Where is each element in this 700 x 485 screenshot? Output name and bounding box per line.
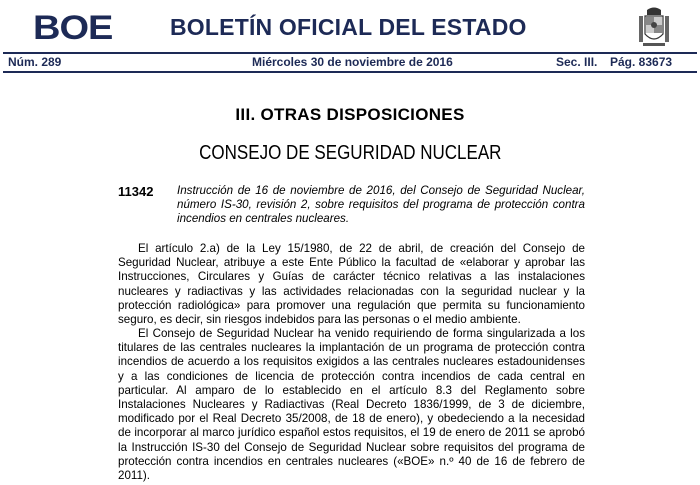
gazette-title: BOLETÍN OFICIAL DEL ESTADO [170, 14, 527, 40]
header-rule-top [3, 52, 697, 54]
coat-of-arms-icon [637, 6, 671, 50]
header-rule-bottom [3, 71, 697, 73]
section-title: III. OTRAS DISPOSICIONES [235, 105, 465, 124]
issue-date: Miércoles 30 de noviembre de 2016 [252, 55, 453, 69]
boe-logo-text: BOE [33, 9, 113, 47]
issue-number: Núm. 289 [8, 55, 62, 69]
body-paragraph: El Consejo de Seguridad Nuclear ha venido requiriendo de forma singularizada a los titulares de las centrales nucleares la implantación de un programa de protección contra incendios de acuerdo a los requisitos exigidos a las centrales nucleares estadounidenses y a las condiciones de licencia de protección contra incendios de cada central en particular. Al amparo de lo establecido en el artículo 8.3 del Reglamento sobre Instalaciones Nucleares y Radiactivas (Real Decreto 1836/1999, de 3 de diciembre, modificado por el Real Decreto 35/2008, de 18 de enero), y obedeciendo a la necesidad de incorporar al marco jurídico español estos requisitos, el 19 de enero de 2011 se aprobó la Instrucción IS-30 del Consejo de Seguridad Nuclear sobre requisitos del programa de protección contra incendios en centrales nucleares («BOE» n.º 40 de 16 de febrero de 2011). [118, 327, 585, 483]
body-paragraph: El artículo 2.a) de la Ley 15/1980, de 22 de abril, de creación del Consejo de Seguridad Nuclear, atribuye a este Ente Público la facultad de «elaborar y aprobar las Instrucciones, Circulares y Guías de carácter técnico relativas a las instalaciones nucleares y radiactivas y las actividades relacionadas con la seguridad nuclear y la protección radiológica» para promover una regulación que permita su funcionamiento seguro, es decir, sin riesgos indebidos para las personas o el medio ambiente. [118, 242, 585, 327]
section-label: Sec. III. [556, 55, 598, 69]
organization-title: CONSEJO DE SEGURIDAD NUCLEAR [199, 142, 502, 164]
boe-logo [33, 9, 113, 47]
document-summary: Instrucción de 16 de noviembre de 2016, del Consejo de Seguridad Nuclear, número IS-30, revisión 2, sobre requisitos del programa de protección contra incendios en centrales nucleares. [177, 184, 585, 225]
page-number: Pág. 83673 [610, 55, 673, 69]
document-number: 11342 [118, 184, 154, 199]
